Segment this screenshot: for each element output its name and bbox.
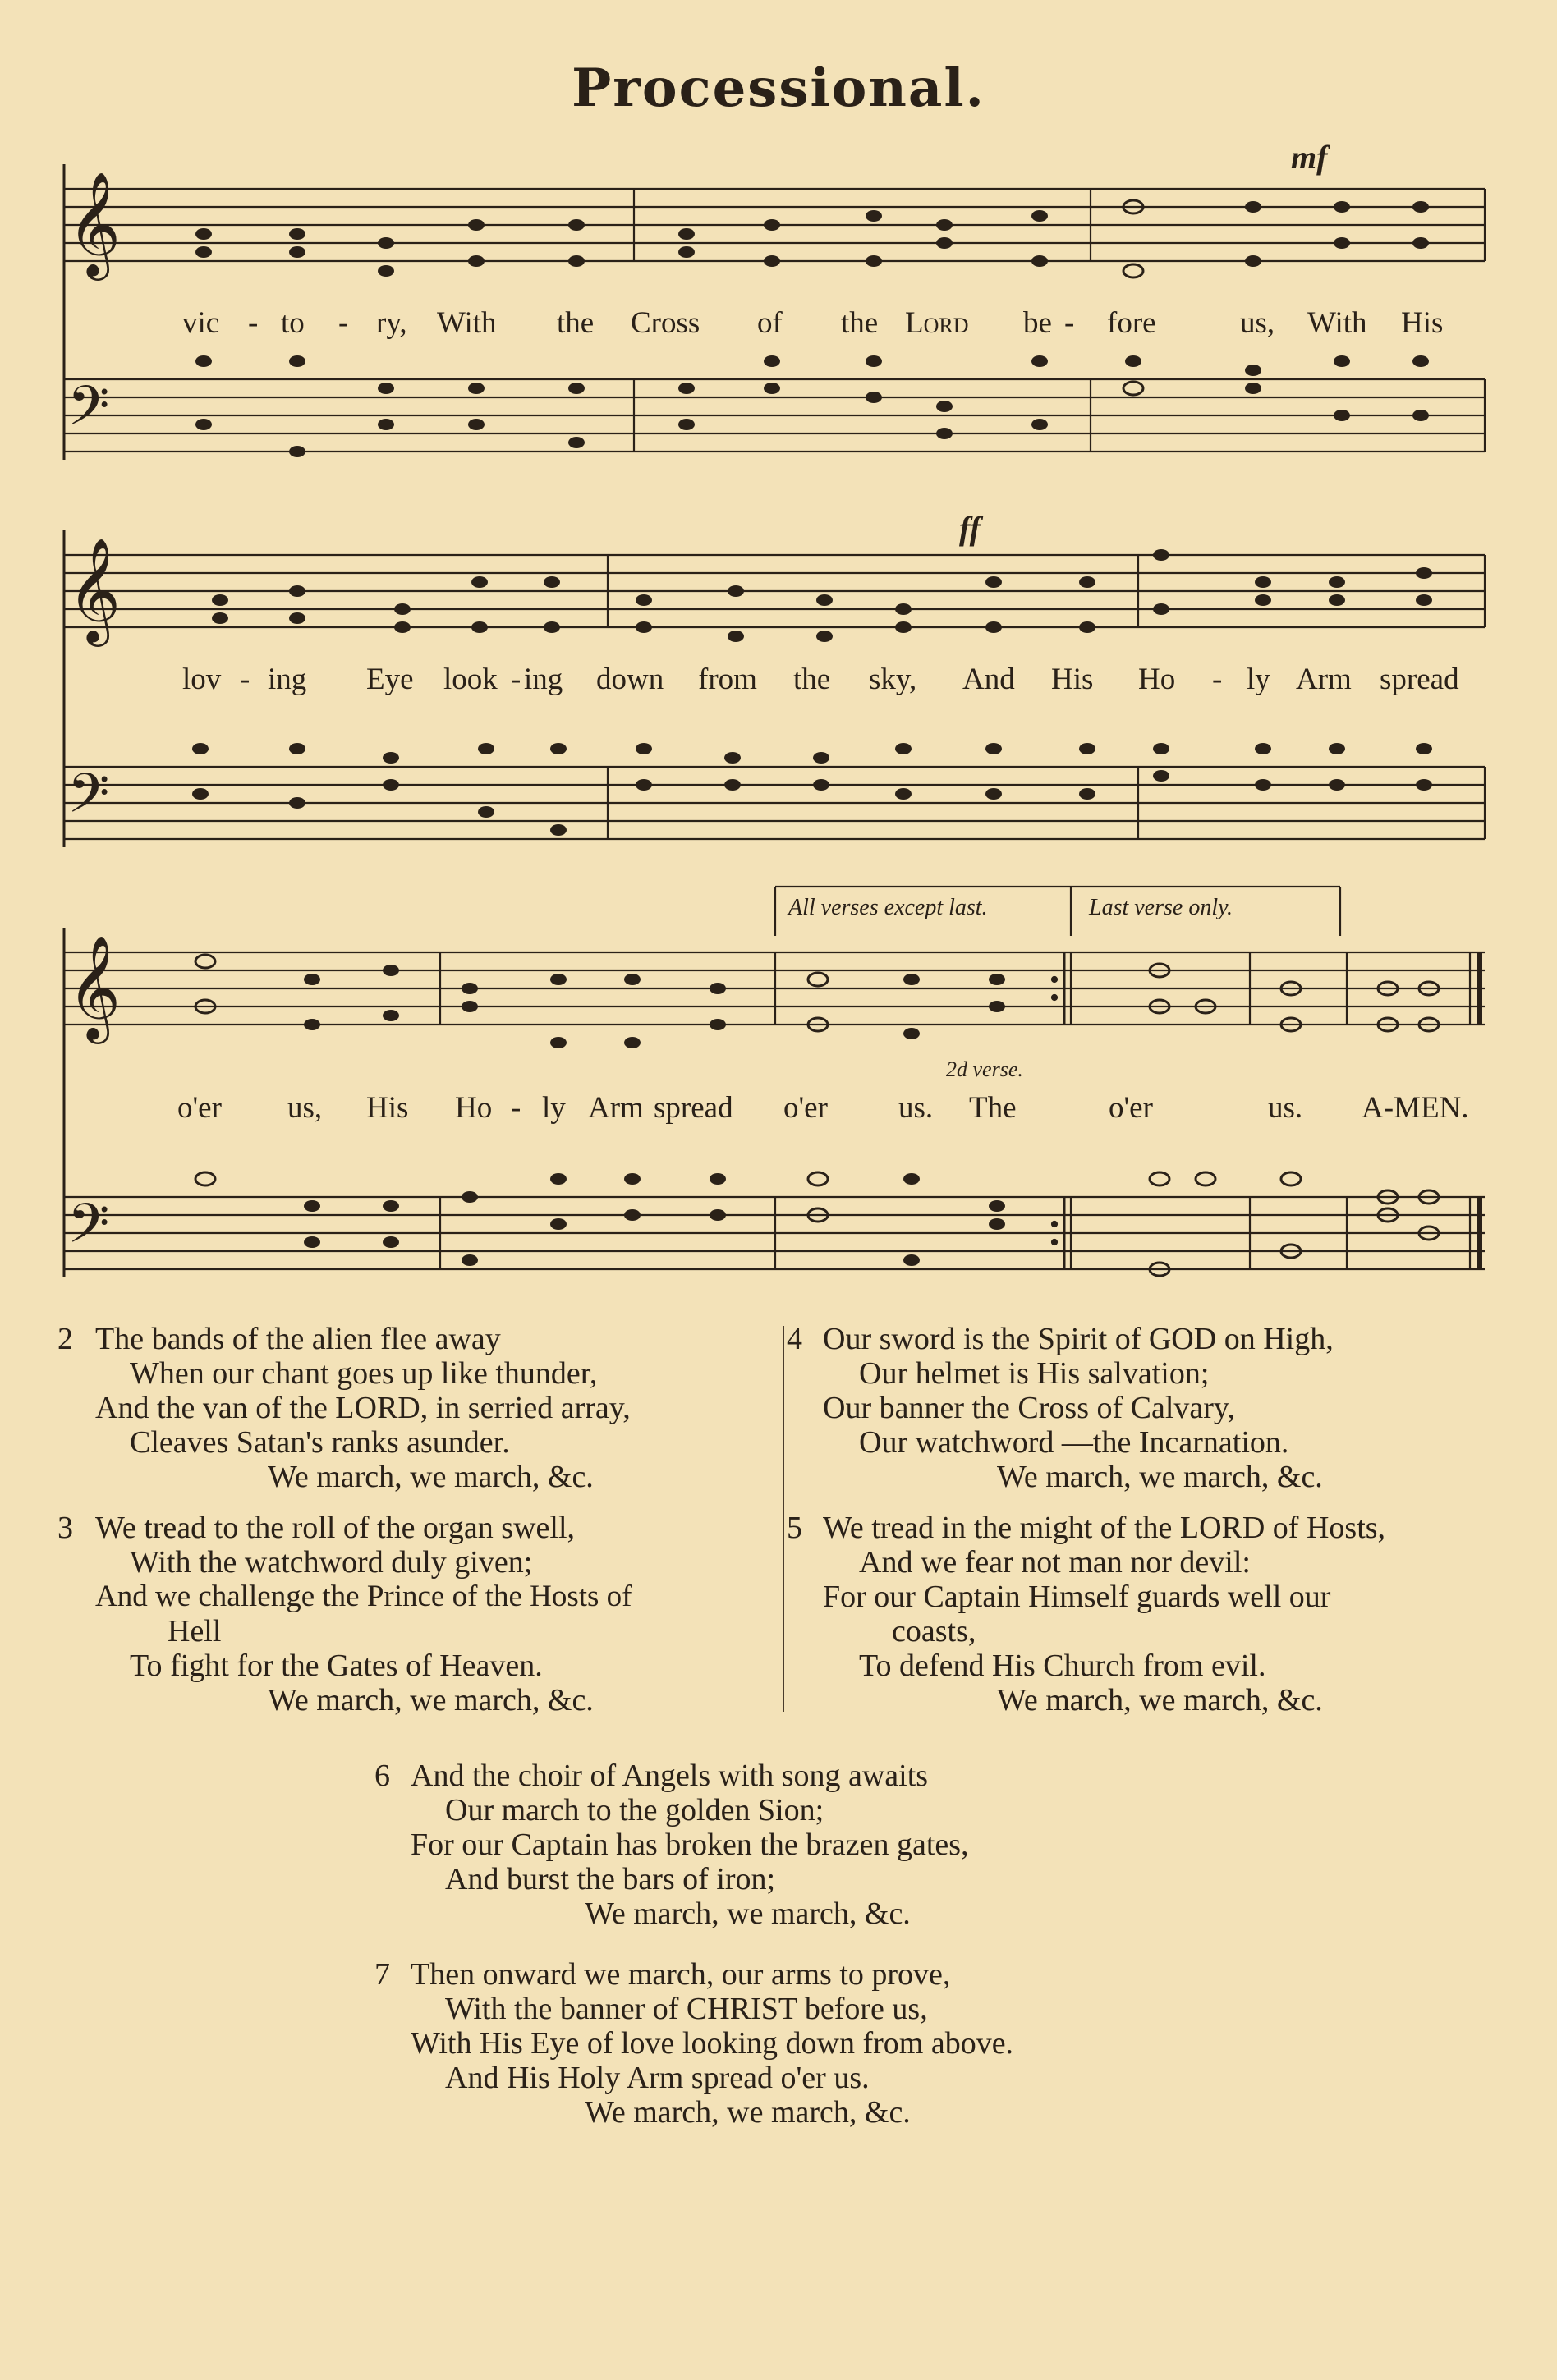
verse-number: 6 [374,1759,390,1793]
lyric: us, [287,1091,323,1125]
verse-line: With His Eye of love looking down from above. [411,2026,1014,2061]
verse-line: coasts, [892,1614,976,1649]
verse-line: Cleaves Satan's ranks asunder. [130,1425,510,1460]
lyric: vic [182,306,220,340]
lyric: - [240,663,250,696]
treble-clef-icon: 𝄞 [67,934,122,1039]
verse-number: 7 [374,1957,390,1992]
verse-line: And we challenge the Prince of the Hosts of [95,1580,632,1613]
verse-line: We march, we march, &c. [268,1460,594,1494]
lyric: His [1401,306,1444,340]
column-divider [783,1326,784,1712]
verse-5 [787,1511,1526,1717]
lyric: sky, [869,663,917,696]
verse-line: We march, we march, &c. [585,1896,911,1931]
lyric: be [1023,306,1052,340]
dynamic-ff: ff [959,510,981,547]
verse-line: The bands of the alien flee away [95,1322,501,1356]
lyric: of [757,306,783,340]
lyric: With [437,306,497,340]
verse-line: And the van of the LORD, in serried array, [95,1391,631,1425]
lyric: - [511,1091,521,1125]
verse-line: Then onward we march, our arms to prove, [411,1957,951,1992]
lyric: The [969,1091,1017,1125]
second-verse-label: 2d verse. [946,1057,1023,1081]
lyric: A-MEN. [1362,1091,1469,1125]
lyric: ry, [376,306,407,340]
lyric: ly [542,1091,566,1125]
verse-line: Our watchword —the Incarnation. [859,1425,1289,1460]
verse-line: To defend His Church from evil. [859,1649,1266,1683]
verse-line: For our Captain has broken the brazen gates, [411,1827,969,1862]
lyric: His [1051,663,1094,696]
lyric: And [962,663,1015,696]
verse-line: We tread in the might of the LORD of Hosts, [823,1511,1386,1545]
lyric: Arm [1296,663,1352,696]
verse-2 [57,1322,772,1494]
bass-clef-icon: 𝄢 [67,762,110,838]
verse-line: We march, we march, &c. [585,2095,911,2130]
verse-line: Hell [168,1614,222,1649]
lyric: lov [182,663,222,696]
treble-clef-icon: 𝄞 [67,171,122,276]
verse-line: Our sword is the Spirit of GOD on High, [823,1322,1334,1356]
lyric: - [1212,663,1223,696]
lyric: - [338,306,349,340]
lyric: spread [1380,663,1459,696]
verse-number: 5 [787,1511,802,1545]
lyric: His [366,1091,409,1125]
verse-line: We march, we march, &c. [268,1683,594,1717]
verse-number: 3 [57,1511,73,1545]
verse-line: And His Holy Arm spread o'er us. [445,2061,870,2095]
lyric: the [841,306,879,340]
verse-line: And we fear not man nor devil: [859,1545,1251,1580]
verse-line: We march, we march, &c. [997,1683,1323,1717]
lyric: the [793,663,831,696]
verse-line: Our march to the golden Sion; [445,1793,824,1827]
volta-label-all-verses: All verses except last. [788,895,988,920]
dynamic-mf: mf [1291,139,1328,176]
lyric: from [698,663,757,696]
verse-line: With the banner of CHRIST before us, [445,1992,928,2026]
bass-clef-icon: 𝄢 [67,374,110,451]
lyric: Arm [588,1091,644,1125]
verse-6 [374,1759,1278,1931]
lyric: o'er [1109,1091,1153,1125]
lyric: Cross [631,306,700,340]
lyric: ly [1247,663,1270,696]
verse-line: When our chant goes up like thunder, [130,1356,598,1391]
system-3 [64,887,1485,1277]
verse-line: For our Captain Himself guards well our [823,1580,1331,1614]
lyric: us. [1268,1091,1303,1125]
volta-label-last-verse: Last verse only. [1089,895,1233,920]
lyric: us. [898,1091,934,1125]
verse-number: 2 [57,1322,73,1356]
lyric: Ho [455,1091,493,1125]
lyric: Lord [905,306,969,340]
verse-line: Our helmet is His salvation; [859,1356,1210,1391]
page-title: Processional. [572,57,985,119]
lyric: With [1307,306,1367,340]
verse-3 [57,1511,780,1717]
lyric: look [443,663,498,696]
verse-7 [374,1957,1278,2130]
verse-line: And the choir of Angels with song awaits [411,1759,929,1793]
lyric: - [1064,306,1075,340]
treble-clef-icon: 𝄞 [67,537,122,642]
lyric: - [511,663,521,696]
verse-line: We march, we march, &c. [997,1460,1323,1494]
lyric: ing [268,663,307,696]
lyric: fore [1107,306,1156,340]
verse-4 [787,1322,1526,1494]
lyric: Eye [366,663,414,696]
lyric: o'er [783,1091,828,1125]
verse-line: To fight for the Gates of Heaven. [130,1649,543,1683]
lyric: down [596,663,664,696]
verse-line: And burst the bars of iron; [445,1862,776,1896]
lyric: to [281,306,305,340]
verse-line: With the watchword duly given; [130,1545,533,1580]
verse-number: 4 [787,1322,802,1356]
lyric: - [248,306,259,340]
bass-clef-icon: 𝄢 [67,1192,110,1268]
lyric: o'er [177,1091,222,1125]
lyric: us, [1240,306,1275,340]
lyric: spread [654,1091,733,1125]
lyric: ing [524,663,563,696]
lyric: Ho [1138,663,1176,696]
verse-line: Our banner the Cross of Calvary, [823,1391,1235,1425]
verse-line: We tread to the roll of the organ swell, [95,1511,576,1545]
lyric: the [557,306,595,340]
